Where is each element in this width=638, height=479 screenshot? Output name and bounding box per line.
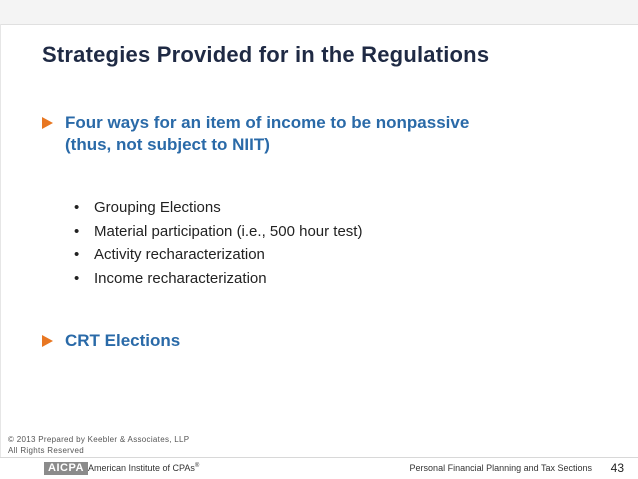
- bullet-nonpassive-line-1: Four ways for an item of income to be nonpassive: [65, 113, 470, 132]
- bullet-crt-elections-text: [65, 330, 180, 352]
- slide-left-border: [0, 24, 1, 476]
- nonpassive-methods-list: [74, 196, 362, 290]
- list-item-text: Grouping Elections: [94, 199, 221, 216]
- bullet-dot: •: [74, 199, 80, 216]
- list-item: [74, 196, 362, 220]
- institute-name: [88, 463, 199, 473]
- slide-top-bar: [0, 0, 638, 25]
- list-item: [74, 243, 362, 267]
- footer-divider: [0, 457, 638, 458]
- copyright-notice: [8, 434, 189, 456]
- section-name: Personal Financial Planning and Tax Sections: [409, 463, 592, 473]
- list-item-text: Material participation (i.e., 500 hour test): [94, 222, 363, 240]
- list-item-text: Activity recharacterization: [94, 246, 265, 263]
- copyright-line-2: All Rights Reserved: [8, 446, 84, 455]
- institute-name-text: American Institute of CPAs: [88, 463, 195, 473]
- list-item-text: Income recharacterization: [94, 269, 267, 287]
- list-item: [74, 267, 362, 291]
- bullet-crt-elections-line-1: CRT Elections: [65, 331, 181, 350]
- triangle-bullet-icon: [42, 335, 53, 347]
- aicpa-logo: AICPA: [44, 462, 88, 475]
- bullet-nonpassive-text: [65, 112, 469, 156]
- bullet-nonpassive: [42, 112, 469, 156]
- copyright-line-1: © 2013 Prepared by Keebler & Associates, LLP: [8, 435, 190, 444]
- bullet-dot: •: [74, 222, 80, 240]
- bullet-dot: •: [74, 246, 80, 263]
- slide-number: 43: [610, 461, 624, 475]
- registered-mark: ®: [194, 463, 200, 469]
- list-item: [74, 220, 362, 244]
- bullet-nonpassive-line-2: (thus, not subject to NIIT): [65, 135, 270, 154]
- slide-title: Strategies Provided for in the Regulations: [42, 42, 490, 67]
- slide-footer: [0, 457, 638, 479]
- bullet-dot: •: [74, 269, 80, 287]
- bullet-crt-elections: [42, 330, 180, 352]
- triangle-bullet-icon: [42, 117, 53, 129]
